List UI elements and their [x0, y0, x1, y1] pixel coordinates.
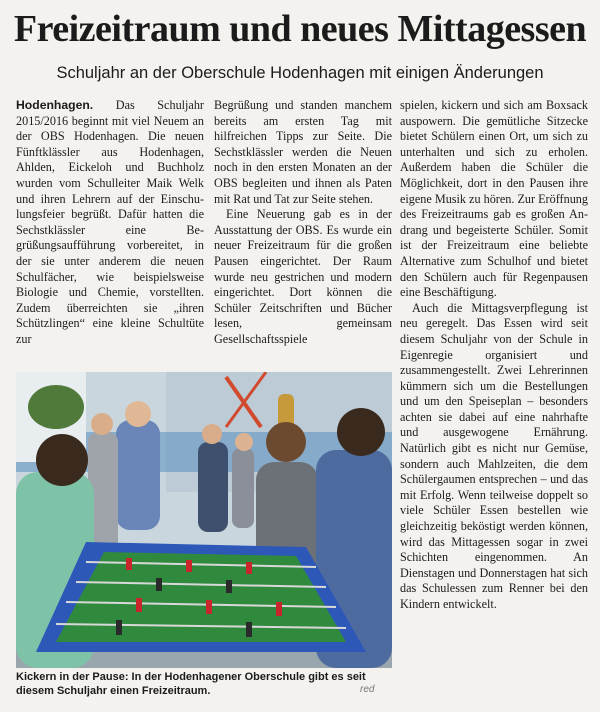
paragraph: Eine Neuerung gab es in der Ausstattung der OBS. Es wurde ein neuer Freizeitraum für die großen Pausen eingerichtet. Der Raum wurde neu gestrichen und modern eingerichtet. Dort können die Schüler Zeitschriften und Bücher lesen, gemeinsam Gesellschaftsspiele [214, 207, 392, 346]
subheadline: Schuljahr an der Oberschule Hodenhagen mit einigen Änderungen [56, 64, 544, 82]
paragraph: Auch die Mittagsverpflegung ist neu geregelt. Das Essen wird seit diesem Schuljahr von der Schule in Eigenregie organisiert und zusammengestellt. Zwei Lehrerinnen kümmern sich um die Bestellungen und um den Speiseplan – besonders achten sie dabei auf eine nahrhafte und ausgewogene Ernährung. Natürlich gibt es nicht nur Gemüse, sondern auch Mahlzeiten, die dem Schülergaumen entsprechen – und das mit Erfolg. Wenn teilweise doppelt so viele Schüler Essen bestellen wie gleichzeitig beköstigt werden können, wird das Mittagessen sogar in zwei Schichten eingenommen. An Dienstagen und Donnerstagen hat sich das Schulessen zum Renner bei den Kindern entwickelt. [400, 300, 588, 611]
photo-credit: red [360, 684, 375, 695]
photo-illustration [16, 372, 392, 668]
headline: Freizeitraum und neues Mittagessen [13, 8, 587, 50]
dateline: Hodenhagen. [16, 98, 94, 112]
article-column-1 [16, 98, 204, 348]
paragraph-text: Das Schuljahr 2015/2016 beginnt mit viel Neuem an der OBS Hodenhagen. Die neuen Fünftklässler aus Hodenhagen, Ahlden, Eickeloh und Buchholz wurden vom Schulleiter Maik Welk und ihren Lehrern auf der Einschulungsfeier begrüßt. Dafür hatten die Sechstklässler eine Begrüßungsaufführung vorbereitet, in der sie unter anderem die neuen Schulfächer, wie beispielsweise Biologie und Chemie, vorstellten. Zudem überreichten sie „ihren Schützlingen“ eine kleine Schultüte zur [16, 98, 204, 346]
article-column-2 [214, 98, 392, 348]
article-photo [16, 372, 392, 668]
paragraph: spielen, kickern und sich am Boxsack auspowern. Die gemütliche Sitzecke bietet Schülern einen Ort, um sich zu unterhalten und sich zu erholen. Außerdem haben die Schüler die Möglichkeit, dort in den Pausen ihre eigene Musik zu hören. Zur Eröffnung des Freizeitraums gab es großen Andrang und begeisterte Schüler. Somit ist der Freizeitraum eine beliebte Alternative zum Schulhof und bietet den Schülern auch für Regenpausen eine Beschäftigung. [400, 98, 588, 300]
paragraph [16, 98, 204, 348]
photo-caption: Kickern in der Pause: In der Hodenhagener Oberschule gibt es seit diesem Schuljahr einen Freizeitraum. [16, 671, 366, 697]
paragraph: Begrüßung und standen manchem bereits am ersten Tag mit hilfreichen Tipps zur Seite. Die Sechstklässler werden die Neuen noch in den ersten Monaten an der OBS begleiten und ihnen als Paten mit Rat und Tat zur Seite stehen. [214, 98, 392, 206]
article-column-3 [400, 98, 588, 613]
